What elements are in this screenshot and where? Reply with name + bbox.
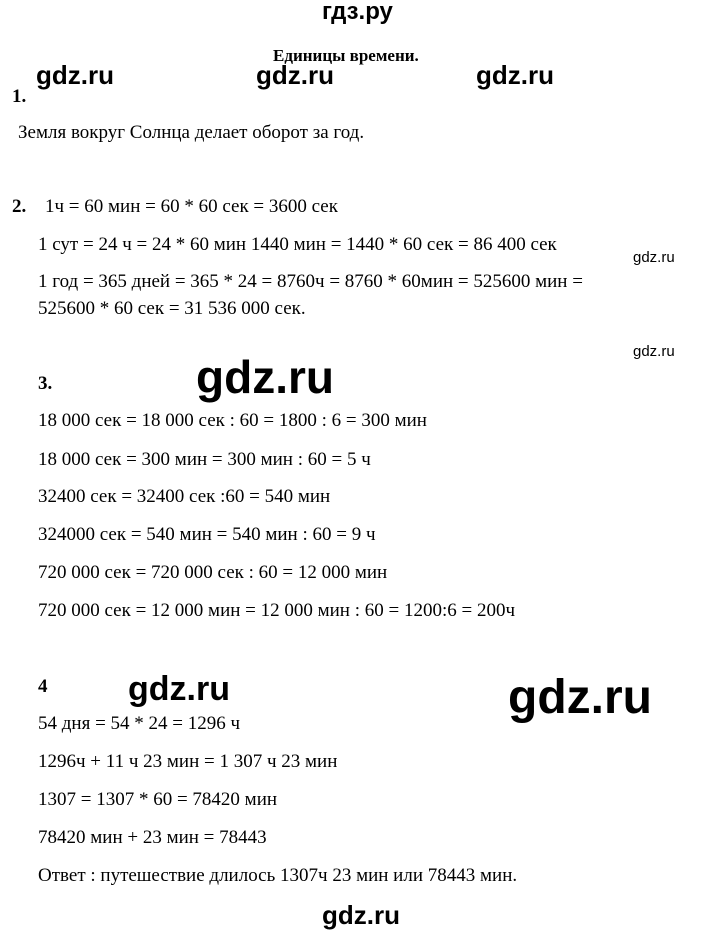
watermark: gdz.ru [128, 670, 230, 708]
watermark: gdz.ru [476, 60, 554, 90]
watermark: gdz.ru [633, 343, 675, 360]
watermark: gdz.ru [322, 900, 400, 930]
task2-line-2: 1 сут = 24 ч = 24 * 60 мин 1440 мин = 1440 * 60 сек = 86 400 сек [38, 234, 557, 255]
watermark: gdz.ru [508, 671, 652, 724]
site-header: гдз.ру [322, 0, 393, 25]
task-number-3: 3. [38, 373, 53, 394]
task4-line-1: 54 дня = 54 * 24 = 1296 ч [38, 713, 241, 734]
task2-line-3: 1 год = 365 дней = 365 * 24 = 8760ч = 8760 * 60мин = 525600 мин = [38, 271, 583, 292]
task3-line-6: 720 000 сек = 12 000 мин = 12 000 мин : 60 = 1200:6 = 200ч [38, 600, 516, 621]
task1-text: Земля вокруг Солнца делает оборот за год. [18, 122, 365, 143]
task3-line-1: 18 000 сек = 18 000 сек : 60 = 1800 : 6 = 300 мин [38, 410, 427, 431]
task4-line-4: 78420 мин + 23 мин = 78443 [38, 827, 267, 848]
task2-line-1: 1ч = 60 мин = 60 * 60 сек = 3600 сек [45, 196, 338, 217]
task-number-2: 2. [12, 196, 27, 217]
watermark: gdz.ru [36, 60, 114, 90]
watermark: gdz.ru [256, 60, 334, 90]
task2-line-4: 525600 * 60 сек = 31 536 000 сек. [38, 298, 306, 319]
task4-line-2: 1296ч + 11 ч 23 мин = 1 307 ч 23 мин [38, 751, 338, 772]
task4-answer: Ответ : путешествие длилось 1307ч 23 мин или 78443 мин. [38, 865, 518, 886]
page-title: Единицы времени. [273, 46, 419, 65]
task-number-1: 1. [12, 86, 27, 107]
task3-line-2: 18 000 сек = 300 мин = 300 мин : 60 = 5 ч [38, 449, 371, 470]
task4-line-3: 1307 = 1307 * 60 = 78420 мин [38, 789, 278, 810]
task3-line-3: 32400 сек = 32400 сек :60 = 540 мин [38, 486, 331, 507]
task-number-4: 4 [38, 676, 48, 697]
task3-line-5: 720 000 сек = 720 000 сек : 60 = 12 000 мин [38, 562, 388, 583]
task3-line-4: 324000 сек = 540 мин = 540 мин : 60 = 9 ч [38, 524, 376, 545]
watermark: gdz.ru [196, 351, 334, 403]
watermark: gdz.ru [633, 249, 675, 266]
